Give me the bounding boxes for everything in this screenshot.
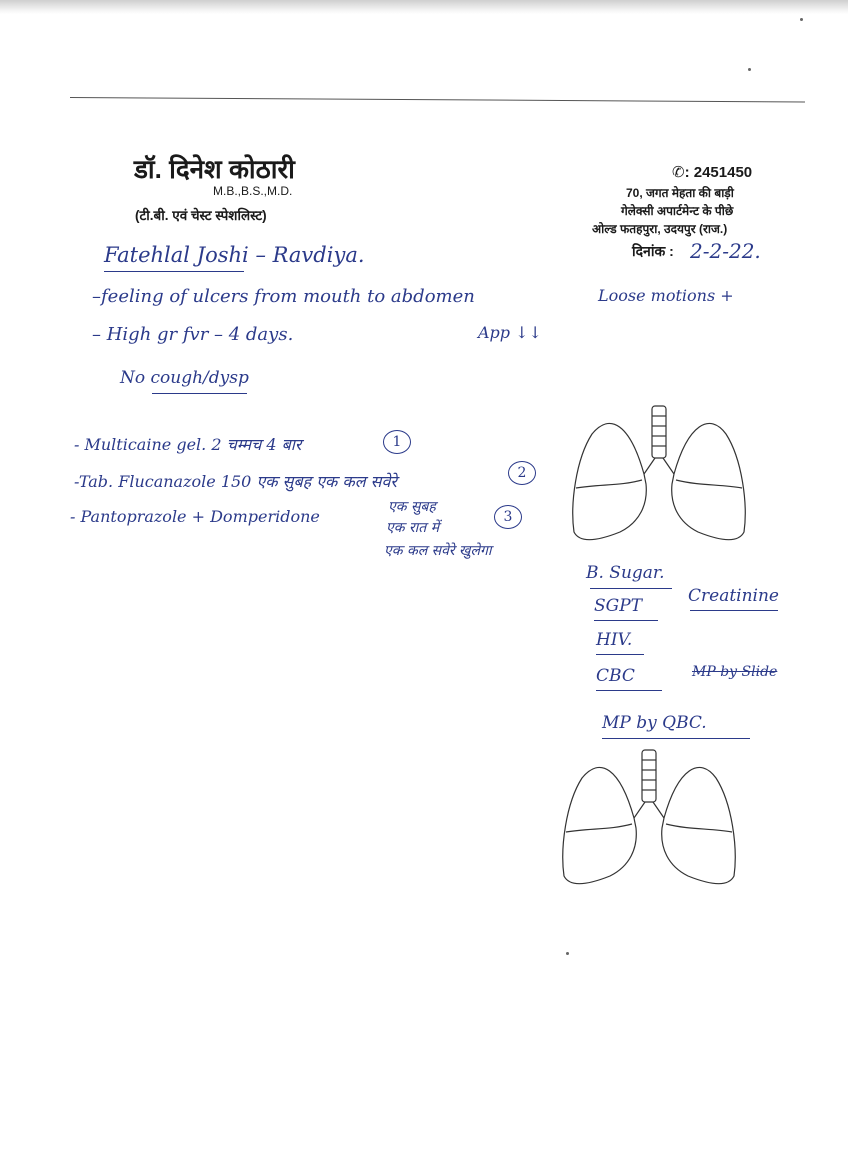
- scan-speck: [566, 952, 569, 955]
- clinic-phone: ✆: 2451450: [672, 164, 753, 181]
- investigation-hiv: HIV.: [596, 630, 633, 650]
- clinic-address-line2: गेलेक्सी अपार्टमेन्ट के पीछे: [621, 204, 734, 218]
- scan-speck: [800, 18, 803, 21]
- patient-underline: [104, 271, 244, 272]
- investigation-cbc: CBC: [596, 666, 635, 686]
- complaint-3-underline: [152, 393, 247, 394]
- clinic-address-line1: 70, जगत मेहता की बाड़ी: [626, 186, 734, 200]
- investigation-blood-sugar: B. Sugar.: [586, 563, 665, 583]
- investigation-underline: [596, 654, 644, 655]
- complaint-3: No cough/dysp: [120, 368, 249, 388]
- investigation-underline: [590, 588, 672, 589]
- investigation-mp-qbc: MP by QBC.: [602, 713, 707, 733]
- prescription-3: - Pantoprazole + Domperidone: [70, 507, 320, 526]
- investigation-underline: [690, 610, 778, 611]
- rx-number-2: 2: [508, 461, 536, 485]
- letterhead-top-rule: [70, 97, 805, 102]
- patient-name: Fatehlal Joshi – Ravdiya.: [104, 243, 365, 267]
- investigation-underline: [596, 690, 662, 691]
- rx3-schedule-2: एक रात में: [386, 520, 440, 536]
- rx-number-1: 1: [383, 430, 411, 454]
- prescription-2: -Tab. Flucanazole 150 एक सुबह एक कल सवेरे: [74, 472, 397, 491]
- doctor-specialty: (टी.बी. एवं चेस्ट स्पेशलिस्ट): [135, 208, 267, 223]
- rx-number-3: 3: [494, 505, 522, 529]
- investigation-mp-slide-struck: MP by Slide: [692, 664, 778, 680]
- investigation-underline: [594, 620, 658, 621]
- date-label: दिनांक :: [632, 243, 674, 259]
- complaint-2: – High gr fvr – 4 days.: [92, 324, 294, 345]
- investigation-sgpt: SGPT: [594, 596, 643, 616]
- side-note-loose-motions: Loose motions +: [598, 286, 734, 305]
- side-note-appetite: App ↓↓: [478, 323, 542, 342]
- investigation-creatinine: Creatinine: [688, 586, 779, 606]
- lungs-diagram-icon: [560, 748, 738, 896]
- scan-speck: [748, 68, 751, 71]
- rx3-schedule-1: एक सुबह: [388, 499, 436, 515]
- lungs-diagram-icon: [570, 404, 748, 552]
- scan-edge: [0, 0, 848, 14]
- doctor-degrees: M.B.,B.S.,M.D.: [213, 184, 293, 198]
- rx3-schedule-3: एक कल सवेरे खुलेगा: [384, 543, 492, 559]
- investigation-underline: [602, 738, 750, 739]
- date-value: 2-2-22.: [690, 239, 761, 263]
- prescription-1: - Multicaine gel. 2 चम्मच 4 बार: [74, 435, 302, 454]
- complaint-1: –feeling of ulcers from mouth to abdomen: [92, 286, 475, 307]
- doctor-name: डॉ. दिनेश कोठारी: [134, 154, 295, 184]
- clinic-address-line3: ओल्ड फतहपुरा, उदयपुर (राज.): [592, 222, 728, 236]
